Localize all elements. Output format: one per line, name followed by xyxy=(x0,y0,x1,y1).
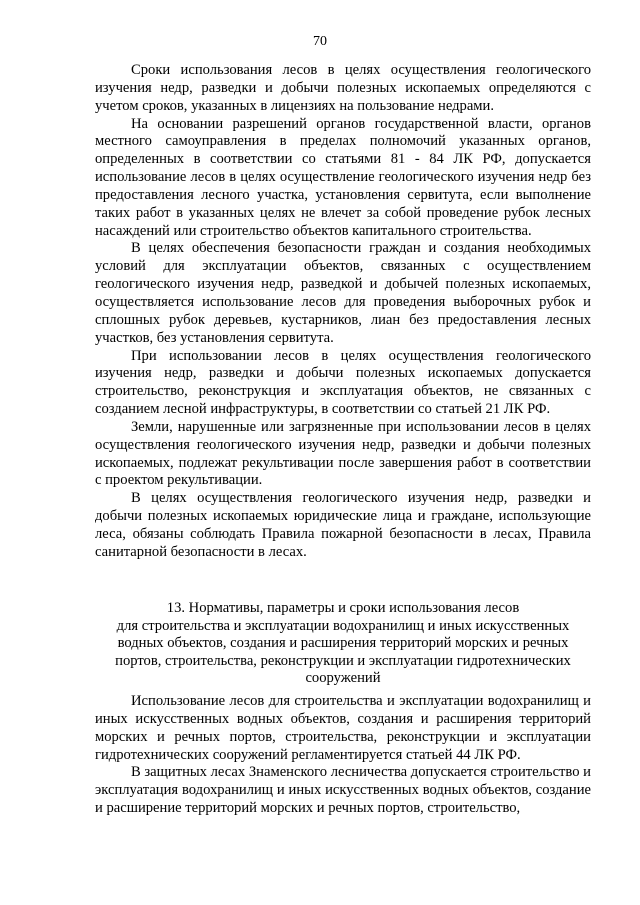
heading-line: 13. Нормативы, параметры и сроки использования лесов xyxy=(166,600,520,616)
paragraph: Использование лесов для строительства и эксплуатации водохранилищ и иных искусственных водных объектов, создания и расширения территорий морских и речных портов, строительства, реконструкции и эксплуатации гидротехнических сооружений регламентируется статьей 44 ЛК РФ. xyxy=(95,693,591,763)
section-12-text xyxy=(95,62,591,562)
heading-line: водных объектов, создания и расширения территорий морских и речных xyxy=(117,635,569,651)
heading-line: для строительства и эксплуатации водохранилищ и иных искусственных xyxy=(116,617,570,634)
paragraph: Сроки использования лесов в целях осуществления геологического изучения недр, разведки и добычи полезных ископаемых определяются с учетом сроков, указанных в лицензиях на пользование недрами. xyxy=(95,62,591,114)
heading-line: портов, строительства, реконструкции и эксплуатации гидротехнических xyxy=(115,652,571,669)
paragraph: В целях осуществления геологического изучения недр, разведки и добычи полезных ископаемых юридические лица и граждане, использующие леса, обязаны соблюдать Правила пожарной безопасности в лесах, Правила санитарной безопасности в лесах. xyxy=(95,490,591,560)
heading-line: сооружений xyxy=(305,670,381,686)
paragraph: В целях обеспечения безопасности граждан и создания необходимых условий для эксплуатации объектов, связанных с осуществлением геологического изучения недр, разведкой и добычей полезных ископаемых, осуществляется использование лесов для проведения выборочных рубок и сплошных рубок деревьев, кустарников, лиан без предоставления лесных участков, без установления сервитута. xyxy=(95,240,591,346)
paragraph: Земли, нарушенные или загрязненные при использовании лесов в целях осуществления геологического изучения недр, разведки и добычи полезных ископаемых, подлежат рекультивации после завершения работ в соответствии с проектом рекультивации. xyxy=(95,418,591,489)
section-13-heading xyxy=(95,600,591,688)
paragraph: На основании разрешений органов государственной власти, органов местного самоуправления в пределах полномочий указанных органов, определенных в соответствии со статьями 81 - 84 ЛК РФ, допускается использование лесов в целях осуществление геологического изучения недр без предоставления лесного участка, установления сервитута, если выполнение таких работ в указанных целях не влечет за собой проведение рубок лесных насаждений или строительство объектов капитального строительства. xyxy=(95,115,591,239)
paragraph: При использовании лесов в целях осуществления геологического изучения недр, разведки и добычи полезных ископаемых допускается строительство, реконструкция и эксплуатация объектов, не связанных с созданием лесной инфраструктуры, в соответствии со статьей 21 ЛК РФ. xyxy=(95,347,591,418)
section-13-text xyxy=(95,693,591,818)
paragraph: В защитных лесах Знаменского лесничества допускается строительство и эксплуатация водохранилищ и иных искусственных водных объектов, создание и расширение территорий морских и речных портов, строительство, xyxy=(95,764,591,817)
page-number: 70 xyxy=(313,34,327,49)
